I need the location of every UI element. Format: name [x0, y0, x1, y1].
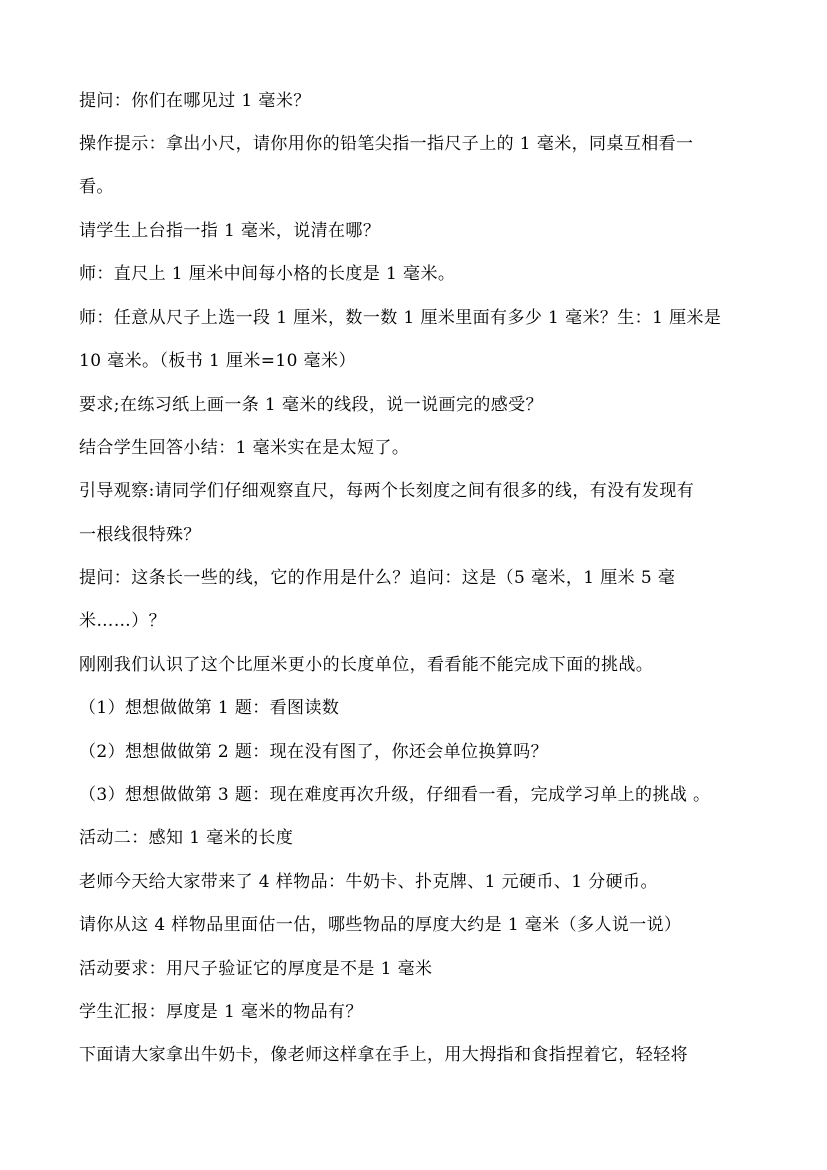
text-line: 学生汇报：厚度是 1 毫米的物品有？	[79, 1002, 363, 1022]
text-line: 结合学生回答小结：1 毫米实在是太短了。	[79, 438, 410, 458]
text-line: 提问：你们在哪见过 1 毫米？	[79, 91, 311, 111]
text-line: 下面请大家拿出牛奶卡，像老师这样拿在手上，用大拇指和食指捏着它，轻轻将	[79, 1045, 688, 1065]
text-line: 引导观察:请同学们仔细观察直尺，每两个长刻度之间有很多的线，有没有发现有	[79, 481, 695, 501]
text-line: 米……）？	[79, 611, 166, 631]
text-line: 要求;在练习纸上画一条 1 毫米的线段，说一说画完的感受？	[79, 395, 543, 415]
text-line: 一根线很特殊？	[79, 525, 201, 545]
text-line: 提问：这条长一些的线，它的作用是什么？追问：这是（5 毫米，1 厘米 5 毫	[79, 568, 676, 588]
text-line: （1）想想做做第 1 题：看图读数	[79, 698, 340, 718]
text-line: 师：任意从尺子上选一段 1 厘米，数一数 1 厘米里面有多少 1 毫米？生：1 厘米是	[79, 308, 722, 328]
text-line: 刚刚我们认识了这个比厘米更小的长度单位，看看能不能完成下面的挑战。	[79, 655, 654, 675]
text-line: 老师今天给大家带来了 4 样物品：牛奶卡、扑克牌、1 元硬币、1 分硬币。	[79, 872, 658, 892]
text-line: 看。	[79, 177, 114, 197]
text-line: 活动要求：用尺子验证它的厚度是不是 1 毫米	[79, 959, 433, 979]
text-line: （2）想想做做第 2 题：现在没有图了，你还会单位换算吗？	[79, 742, 549, 762]
text-line: （3）想想做做第 3 题：现在难度再次升级，仔细看一看，完成学习单上的挑战 。	[79, 785, 711, 805]
text-line: 师：直尺上 1 厘米中间每小格的长度是 1 毫米。	[79, 264, 456, 284]
text-line: 操作提示：拿出小尺，请你用你的铅笔尖指一指尺子上的 1 毫米，同桌互相看一	[79, 134, 694, 154]
text-line: 请学生上台指一指 1 毫米，说清在哪？	[79, 221, 381, 241]
text-line: 10 毫米。（板书 1 厘米=10 毫米）	[79, 351, 356, 371]
text-line: 活动二：感知 1 毫米的长度	[79, 828, 294, 848]
text-line: 请你从这 4 样物品里面估一估，哪些物品的厚度大约是 1 毫米（多人说一说）	[79, 915, 682, 935]
